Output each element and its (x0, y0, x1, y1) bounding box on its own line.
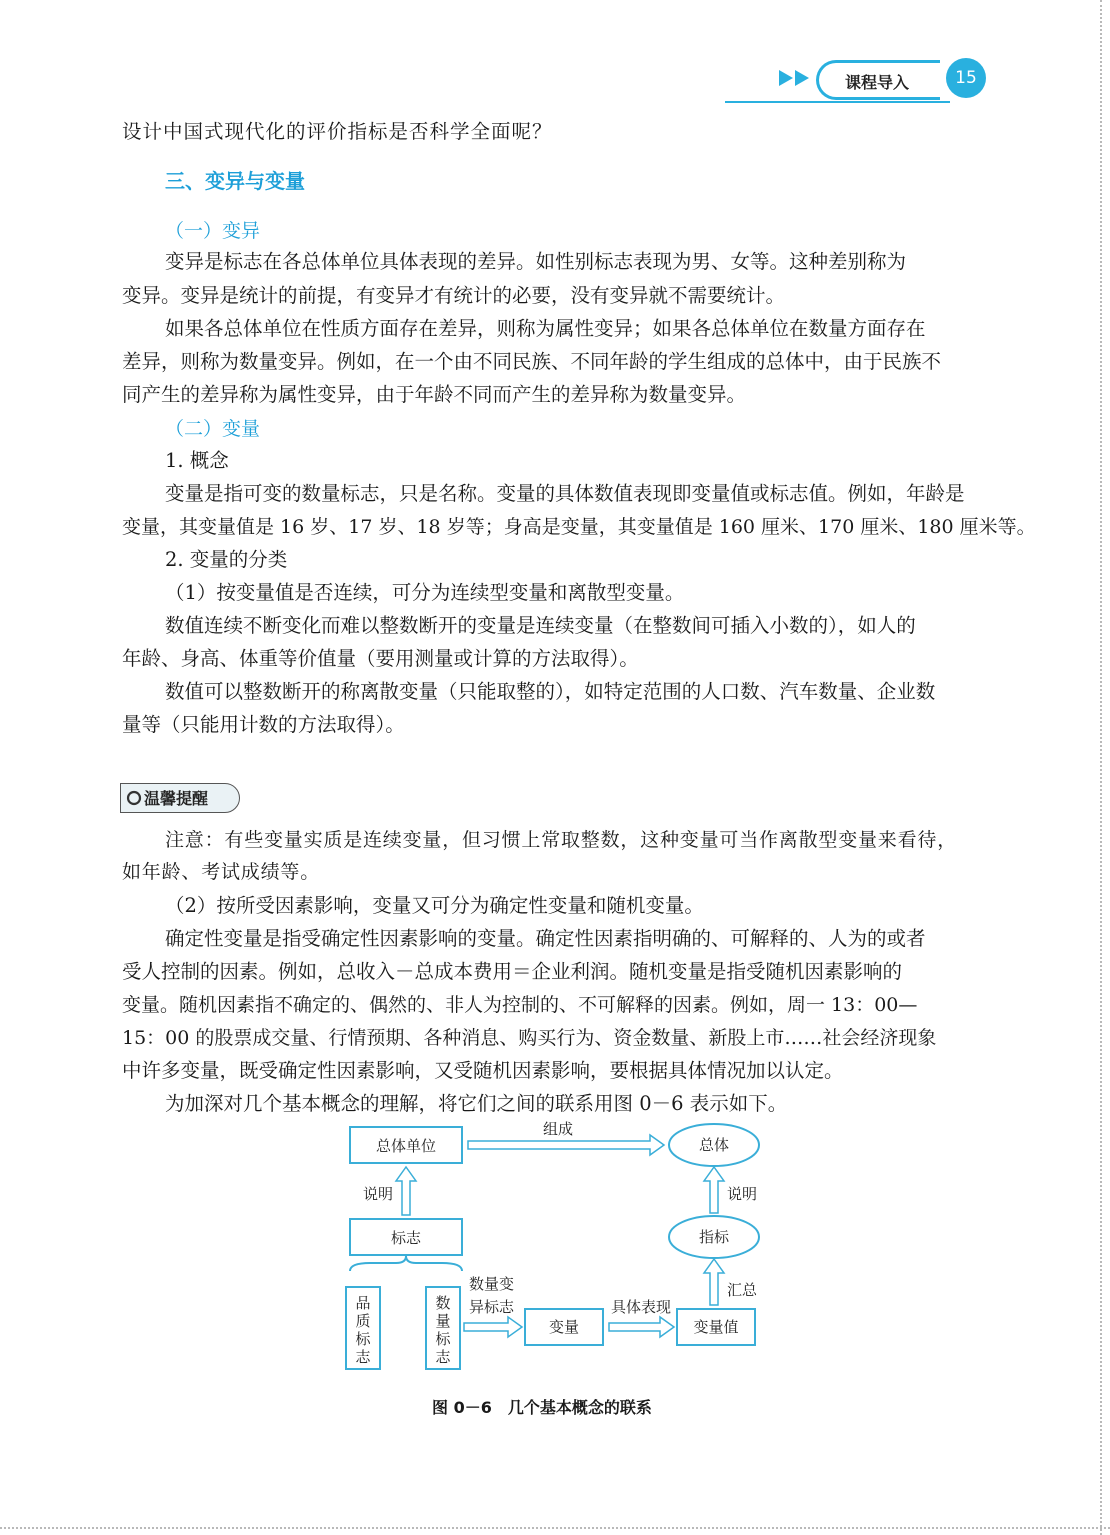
label-indicator: 指标 (698, 1228, 730, 1246)
page-edge-bottom (0, 1527, 1110, 1529)
circle-bullet-icon (126, 790, 142, 806)
text-line: 数值可以整数断开的称离散变量（只能取整的），如特定范围的人口数、汽车数量、企业数 (165, 680, 936, 703)
label-unit: 总体单位 (375, 1137, 437, 1155)
label-summary: 汇总 (726, 1281, 758, 1299)
text-line: 设计中国式现代化的评价指标是否科学全面呢？ (122, 120, 553, 143)
label-concrete: 具体表现 (610, 1298, 672, 1316)
arrow-summary (704, 1259, 724, 1305)
text-line: 确定性变量是指受确定性因素影响的变量。确定性因素指明确的、可解释的、人为的或者 (165, 927, 926, 950)
arrow-quant (464, 1317, 522, 1337)
section-heading: 三、变异与变量 (165, 169, 305, 193)
text-line: 中许多变量，既受确定性因素影响，又受随机因素影响，要根据具体情况加以认定。 (122, 1059, 844, 1082)
tip-text-line: 注意：有些变量实质是连续变量，但习惯上常取整数，这种变量可当作离散型变量来看待， (165, 829, 958, 851)
subsection-heading-variable: （二）变量 (165, 418, 261, 440)
brace (350, 1256, 462, 1271)
label-quality-4: 志 (355, 1348, 371, 1366)
label-explain-right: 说明 (726, 1185, 758, 1203)
label-quality-1: 品 (355, 1294, 371, 1312)
text-line: 变量是指可变的数量标志，只是名称。变量的具体数值表现即变量值或标志值。例如，年龄是 (165, 482, 965, 505)
text-line: （1）按变量值是否连续，可分为连续型变量和离散型变量。 (165, 581, 685, 604)
list-heading: 1. 概念 (165, 449, 229, 472)
label-quantity-4: 志 (435, 1348, 451, 1366)
text-line: 如果各总体单位在性质方面存在差异，则称为属性变异；如果各总体单位在数量方面存在 (165, 317, 926, 340)
page-number: 15 (946, 58, 986, 98)
text-line: 受人控制的因素。例如，总收入－总成本费用＝企业利润。随机变量是指受随机因素影响的 (122, 960, 903, 983)
label-mark: 标志 (390, 1229, 422, 1247)
label-population: 总体 (698, 1136, 730, 1154)
text-line: 量等（只能用计数的方法取得）。 (122, 713, 405, 736)
label-compose: 组成 (542, 1120, 574, 1138)
arrow-explain-left (396, 1167, 416, 1215)
label-quantity-2: 量 (435, 1312, 451, 1330)
tip-label: 温馨提醒 (144, 789, 209, 808)
header-rule (725, 101, 950, 103)
label-variable: 变量 (548, 1318, 580, 1336)
subsection-heading-variation: （一）变异 (165, 220, 261, 242)
label-quality-2: 质 (355, 1312, 371, 1330)
text-line: 差异，则称为数量变异。例如，在一个由不同民族、不同年龄的学生组成的总体中，由于民族不 (122, 350, 942, 373)
text-line: 为加深对几个基本概念的理解，将它们之间的联系用图 0－6 表示如下。 (165, 1092, 788, 1115)
label-value: 变量值 (693, 1318, 739, 1336)
text-line: 变量，其变量值是 16 岁、17 岁、18 岁等；身高是变量，其变量值是 160 厘米、170 厘米、180 厘米等。 (122, 516, 1036, 538)
text-line: 同产生的差异称为属性变异，由于年龄不同而产生的差异称为数量变异。 (122, 383, 747, 406)
figure-caption: 图 0－6 几个基本概念的联系 (432, 1398, 652, 1417)
text-line: （2）按所受因素影响，变量又可分为确定性变量和随机变量。 (165, 894, 704, 917)
header-section-title: 课程导入 (845, 73, 910, 92)
arrow-explain-right (704, 1167, 724, 1213)
list-heading: 2. 变量的分类 (165, 548, 288, 571)
arrow-concrete (609, 1317, 674, 1337)
text-line: 数值连续不断变化而难以整数断开的变量是连续变量（在整数间可插入小数的），如人的 (165, 614, 916, 637)
text-line: 15：00 的股票成交量、行情预期、各种消息、购买行为、资金数量、新股上市……社会经济现象 (122, 1027, 937, 1049)
tip-text-line: 如年龄、考试成绩等。 (122, 861, 321, 883)
text-line: 年龄、身高、体重等价值量（要用测量或计算的方法取得）。 (122, 647, 639, 670)
text-line: 变异是标志在各总体单位具体表现的差异。如性别标志表现为男、女等。这种差别称为 (165, 250, 907, 273)
label-quant-var-1: 数量变 (469, 1275, 515, 1293)
label-quantity-1: 数 (435, 1294, 451, 1312)
text-line: 变量。随机因素指不确定的、偶然的、非人为控制的、不可解释的因素。例如，周一 13：00— (122, 994, 918, 1016)
label-quantity-3: 标 (435, 1330, 451, 1348)
label-explain-left: 说明 (362, 1185, 394, 1203)
text-line: 变异。变异是统计的前提，有变异才有统计的必要，没有变异就不需要统计。 (122, 284, 786, 307)
label-quality-3: 标 (355, 1330, 371, 1348)
concept-diagram (330, 1115, 790, 1385)
page-edge-right (1100, 0, 1102, 1535)
arrow-compose (468, 1135, 664, 1155)
label-quant-var-2: 异标志 (469, 1298, 515, 1316)
